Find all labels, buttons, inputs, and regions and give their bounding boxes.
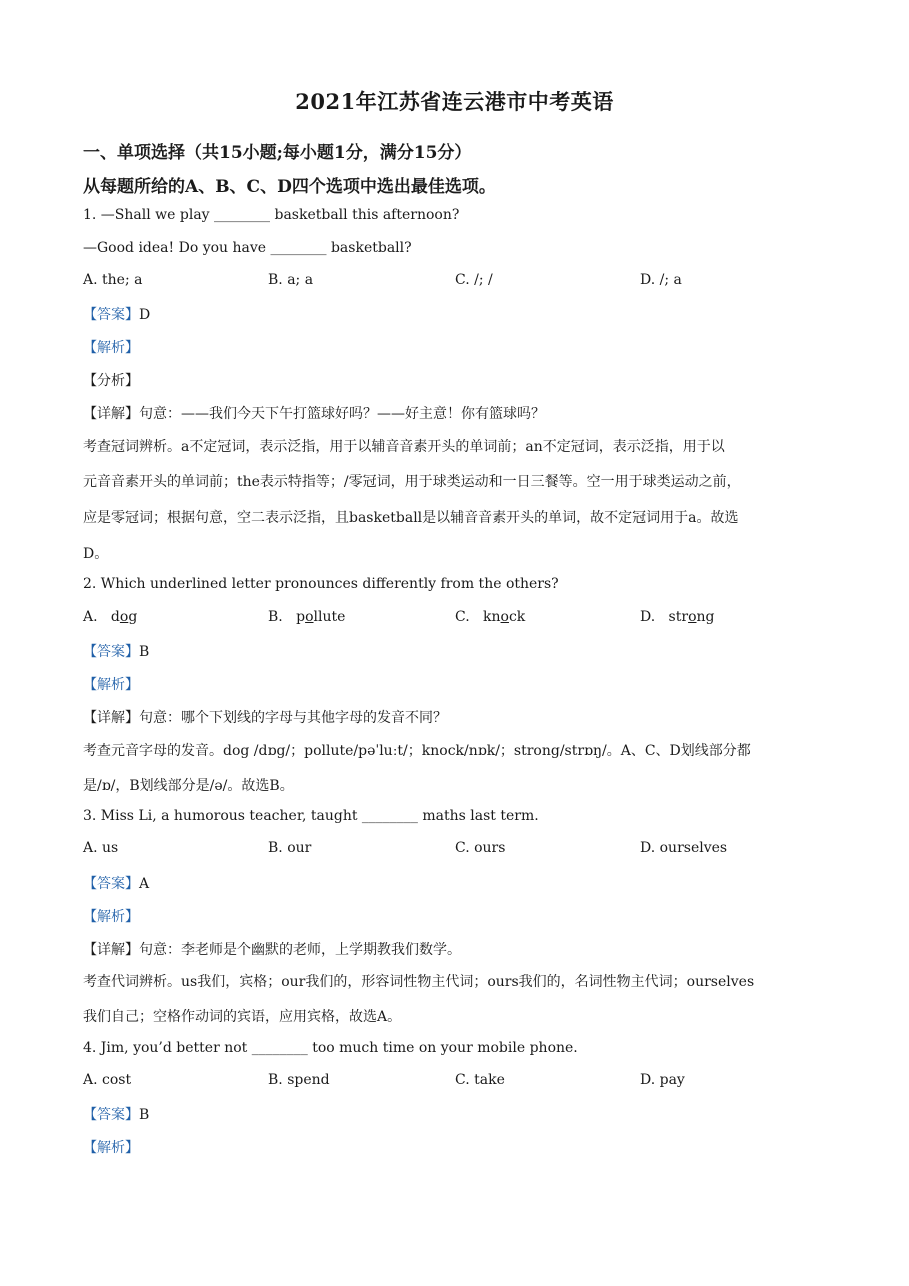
q2-detail bbox=[83, 707, 447, 727]
underlined-letter: o bbox=[688, 609, 697, 625]
answer-tag: 【答案】 bbox=[83, 644, 139, 660]
q1-explain-line2: 元音音素开头的单词前；the表示特指等；/零冠词，用于球类运动和一日三餐等。空一用于球类运动之前， bbox=[83, 474, 741, 490]
q4-option-a: A. cost bbox=[83, 1072, 132, 1088]
q2-option-a: A. dog bbox=[83, 609, 138, 625]
q4-option-b: B. spend bbox=[268, 1072, 330, 1088]
q2-answer bbox=[83, 641, 149, 661]
detail-text: 句意：哪个下划线的字母与其他字母的发音不同？ bbox=[139, 710, 447, 726]
q3-option-a: A. us bbox=[83, 840, 119, 856]
analysis-tag: 【解析】 bbox=[83, 909, 139, 925]
q3-options bbox=[83, 840, 843, 860]
q4-options bbox=[83, 1072, 843, 1092]
analysis-tag: 【解析】 bbox=[83, 677, 139, 693]
section-instruction: 从每题所给的A、B、C、D四个选项中选出最佳选项。 bbox=[83, 177, 496, 197]
q1-fenxi bbox=[83, 370, 139, 390]
q3-stem: 3. Miss Li, a humorous teacher, taught ________ maths last term. bbox=[83, 808, 539, 824]
q2-option-d: D. strong bbox=[640, 609, 715, 625]
page-title: 2021年江苏省连云港市中考英语 bbox=[295, 89, 614, 114]
q1-option-d: D. /; a bbox=[640, 272, 682, 288]
q4-option-c: C. take bbox=[455, 1072, 505, 1088]
detail-text: 句意：李老师是个幽默的老师，上学期教我们数学。 bbox=[139, 942, 461, 958]
q1-stem-line1: 1. —Shall we play ________ basketball this afternoon? bbox=[83, 207, 460, 223]
underlined-letter: o bbox=[305, 609, 314, 625]
answer-tag: 【答案】 bbox=[83, 307, 139, 323]
q2-analysis bbox=[83, 674, 139, 694]
q2-option-c: C. knock bbox=[455, 609, 526, 625]
underlined-letter: o bbox=[500, 609, 509, 625]
q2-option-b: B. pollute bbox=[268, 609, 346, 625]
analysis-tag: 【解析】 bbox=[83, 1140, 139, 1156]
section-heading: 一、单项选择（共15小题;每小题1分，满分15分） bbox=[83, 143, 472, 163]
q1-option-b: B. a; a bbox=[268, 272, 314, 288]
q3-analysis bbox=[83, 906, 139, 926]
q3-answer bbox=[83, 873, 149, 893]
q1-answer bbox=[83, 304, 150, 324]
q1-options bbox=[83, 272, 843, 292]
answer-value: D bbox=[139, 307, 151, 323]
q1-stem-line2: —Good idea! Do you have ________ basketball? bbox=[83, 240, 412, 256]
answer-value: B bbox=[139, 1107, 150, 1123]
q2-stem: 2. Which underlined letter pronounces differently from the others? bbox=[83, 576, 559, 592]
answer-tag: 【答案】 bbox=[83, 876, 139, 892]
q1-explain-line3: 应是零冠词；根据句意，空二表示泛指，且basketball是以辅音音素开头的单词，故不定冠词用于a。故选 bbox=[83, 510, 739, 526]
detail-tag: 【详解】 bbox=[83, 942, 139, 958]
q1-explain-line1: 考查冠词辨析。a不定冠词，表示泛指，用于以辅音音素开头的单词前；an不定冠词，表示泛指，用于以 bbox=[83, 439, 725, 455]
q4-option-d: D. pay bbox=[640, 1072, 685, 1088]
fenxi-tag: 【分析】 bbox=[83, 373, 139, 389]
answer-tag: 【答案】 bbox=[83, 1107, 139, 1123]
q4-stem: 4. Jim, you’d better not ________ too much time on your mobile phone. bbox=[83, 1040, 578, 1056]
q3-option-b: B. our bbox=[268, 840, 312, 856]
q1-detail bbox=[83, 403, 545, 423]
q3-explain-line1: 考查代词辨析。us我们，宾格；our我们的，形容词性物主代词；ours我们的，名词性物主代词；ourselves bbox=[83, 974, 755, 990]
q4-analysis bbox=[83, 1137, 139, 1157]
detail-tag: 【详解】 bbox=[83, 406, 139, 422]
q2-options bbox=[83, 609, 843, 629]
detail-tag: 【详解】 bbox=[83, 710, 139, 726]
q2-explain-line2: 是/ɒ/，B划线部分是/ə/。故选B。 bbox=[83, 778, 294, 794]
q1-option-c: C. /; / bbox=[455, 272, 493, 288]
analysis-tag: 【解析】 bbox=[83, 340, 139, 356]
q2-explain-line1: 考查元音字母的发音。dog /dɒg/；pollute/pəˈluːt/；knock/nɒk/；strong/strɒŋ/。A、C、D划线部分都 bbox=[83, 743, 751, 759]
q3-explain-line2: 我们自己；空格作动词的宾语，应用宾格，故选A。 bbox=[83, 1009, 402, 1025]
q3-option-c: C. ours bbox=[455, 840, 506, 856]
q1-option-a: A. the; a bbox=[83, 272, 143, 288]
q3-detail bbox=[83, 939, 461, 959]
q3-option-d: D. ourselves bbox=[640, 840, 728, 856]
underlined-letter: o bbox=[119, 609, 129, 625]
detail-text: 句意：——我们今天下午打篮球好吗？——好主意！你有篮球吗？ bbox=[139, 406, 545, 422]
answer-value: A bbox=[139, 876, 150, 892]
q1-analysis bbox=[83, 337, 139, 357]
answer-value: B bbox=[139, 644, 150, 660]
q1-explain-line4: D。 bbox=[83, 546, 109, 562]
q4-answer bbox=[83, 1104, 149, 1124]
